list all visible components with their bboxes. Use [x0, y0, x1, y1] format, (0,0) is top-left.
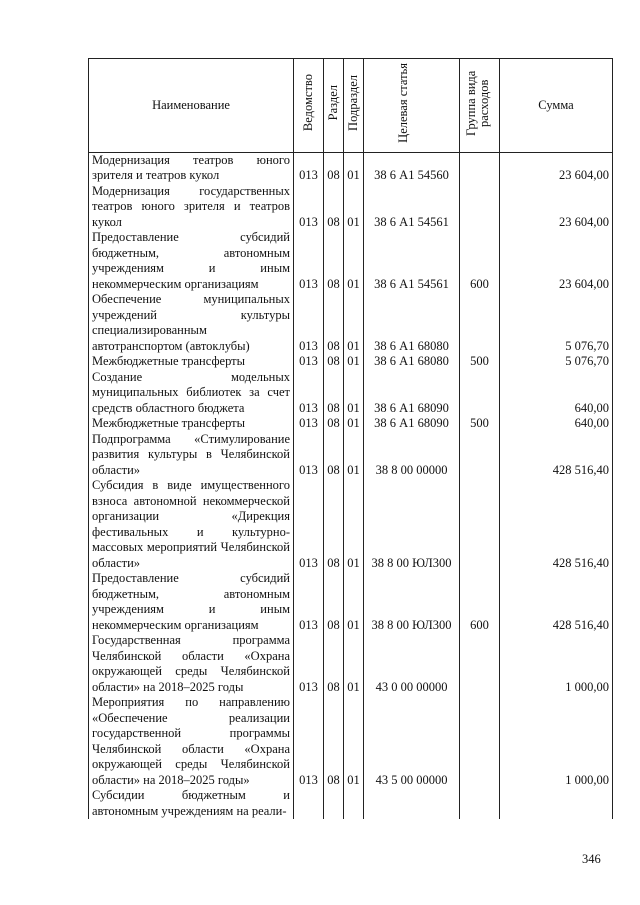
- cell-ved: 013: [294, 571, 324, 633]
- cell-name: Модернизация государственных театров юного зрителя и театров кукол: [89, 184, 294, 231]
- cell-razd: 08: [324, 152, 344, 184]
- cell-name: Создание модельных муниципальных библиотек за счет средств областного бюджета: [89, 370, 294, 417]
- cell-podr: 01: [344, 184, 364, 231]
- header-podrazdel: Подраздел: [344, 59, 364, 153]
- cell-cel: 38 8 00 ЮЛ300: [364, 478, 460, 571]
- cell-name: Предоставление субсидий бюджетным, автономным учреждениям и иным некоммерческим организациям: [89, 230, 294, 292]
- table-row: [89, 184, 613, 231]
- cell-sum: 640,00: [500, 416, 613, 432]
- cell-ved: 013: [294, 354, 324, 370]
- cell-podr: 01: [344, 432, 364, 479]
- cell-cel: 38 6 А1 68080: [364, 292, 460, 354]
- cell-cel: 38 6 А1 54560: [364, 152, 460, 184]
- cell-grp: [460, 370, 500, 417]
- cell-name: Межбюджетные трансферты: [89, 416, 294, 432]
- cell-cel: 38 6 А1 54561: [364, 230, 460, 292]
- cell-cel: 38 8 00 00000: [364, 432, 460, 479]
- cell-sum: 5 076,70: [500, 292, 613, 354]
- table-row: [89, 292, 613, 354]
- header-name: Наименование: [89, 59, 294, 153]
- table-row: [89, 370, 613, 417]
- cell-cel: 43 0 00 00000: [364, 633, 460, 695]
- cell-sum: 428 516,40: [500, 478, 613, 571]
- header-gruppa: Группа вида расходов: [460, 59, 500, 153]
- cell-cel: 38 6 А1 68090: [364, 370, 460, 417]
- cell-cel: 38 6 А1 54561: [364, 184, 460, 231]
- cell-razd: 08: [324, 416, 344, 432]
- cell-razd: 08: [324, 695, 344, 788]
- cell-podr: 01: [344, 152, 364, 184]
- cell-sum: 428 516,40: [500, 432, 613, 479]
- cell-grp: [460, 292, 500, 354]
- cell-podr: 01: [344, 370, 364, 417]
- table-row: [89, 571, 613, 633]
- table-row: [89, 788, 613, 819]
- cell-name: Государственная программа Челябинской области «Охрана окружающей среды Челябинской области» на 2018–2025 годы: [89, 633, 294, 695]
- cell-razd: 08: [324, 292, 344, 354]
- cell-grp: [460, 478, 500, 571]
- cell-razd: 08: [324, 184, 344, 231]
- cell-name: Мероприятия по направлению «Обеспечение реализации государственной программы Челябинской области «Охрана окружающей среды Челябинской области» на 2018–2025 годы»: [89, 695, 294, 788]
- cell-sum: 428 516,40: [500, 571, 613, 633]
- cell-name: Подпрограмма «Стимулирование развития культуры в Челябинской области»: [89, 432, 294, 479]
- cell-cel: 38 6 А1 68090: [364, 416, 460, 432]
- cell-name: Межбюджетные трансферты: [89, 354, 294, 370]
- cell-grp: 600: [460, 571, 500, 633]
- table-row: [89, 695, 613, 788]
- cell-cel: 43 5 00 00000: [364, 695, 460, 788]
- cell-ved: 013: [294, 695, 324, 788]
- cell-ved: 013: [294, 292, 324, 354]
- cell-sum: 640,00: [500, 370, 613, 417]
- table-row: [89, 478, 613, 571]
- cell-sum: [500, 788, 613, 819]
- cell-razd: 08: [324, 230, 344, 292]
- header-summa: Сумма: [500, 59, 613, 153]
- cell-sum: 1 000,00: [500, 633, 613, 695]
- cell-name: Субсидия в виде имущественного взноса автономной некоммерческой организации «Дирекция фестивальных и культурно-массовых мероприятий Челябинской области»: [89, 478, 294, 571]
- cell-sum: 5 076,70: [500, 354, 613, 370]
- cell-cel: 38 8 00 ЮЛ300: [364, 571, 460, 633]
- table-header-row: [89, 59, 613, 153]
- table-row: [89, 432, 613, 479]
- cell-grp: 500: [460, 416, 500, 432]
- cell-sum: 23 604,00: [500, 184, 613, 231]
- budget-table: [88, 58, 613, 819]
- table-row: [89, 416, 613, 432]
- cell-razd: 08: [324, 432, 344, 479]
- page-number: 346: [582, 852, 601, 866]
- cell-podr: 01: [344, 695, 364, 788]
- cell-sum: 23 604,00: [500, 230, 613, 292]
- cell-grp: [460, 695, 500, 788]
- cell-grp: 600: [460, 230, 500, 292]
- cell-razd: [324, 788, 344, 819]
- cell-cel: 38 6 А1 68080: [364, 354, 460, 370]
- cell-podr: 01: [344, 230, 364, 292]
- cell-cel: [364, 788, 460, 819]
- cell-podr: 01: [344, 571, 364, 633]
- cell-razd: 08: [324, 633, 344, 695]
- cell-razd: 08: [324, 571, 344, 633]
- cell-grp: [460, 432, 500, 479]
- cell-podr: 01: [344, 354, 364, 370]
- cell-ved: 013: [294, 432, 324, 479]
- cell-grp: [460, 152, 500, 184]
- table-row: [89, 354, 613, 370]
- cell-podr: [344, 788, 364, 819]
- header-razdel: Раздел: [324, 59, 344, 153]
- cell-name: Субсидии бюджетным и автономным учреждениям на реали-: [89, 788, 294, 819]
- table-row: [89, 633, 613, 695]
- cell-ved: [294, 788, 324, 819]
- header-vedomstvo: Ведомство: [294, 59, 324, 153]
- cell-name: Модернизация театров юного зрителя и театров кукол: [89, 152, 294, 184]
- cell-sum: 1 000,00: [500, 695, 613, 788]
- cell-name: Обеспечение муниципальных учреждений культуры специализированным автотранспортом (автоклубы): [89, 292, 294, 354]
- cell-ved: 013: [294, 184, 324, 231]
- cell-razd: 08: [324, 354, 344, 370]
- cell-podr: 01: [344, 416, 364, 432]
- cell-razd: 08: [324, 370, 344, 417]
- cell-podr: 01: [344, 633, 364, 695]
- cell-grp: 500: [460, 354, 500, 370]
- header-celevaya: Целевая статья: [364, 59, 460, 153]
- cell-ved: 013: [294, 230, 324, 292]
- cell-razd: 08: [324, 478, 344, 571]
- table-row: [89, 152, 613, 184]
- cell-grp: [460, 184, 500, 231]
- cell-grp: [460, 788, 500, 819]
- cell-ved: 013: [294, 416, 324, 432]
- cell-sum: 23 604,00: [500, 152, 613, 184]
- cell-ved: 013: [294, 478, 324, 571]
- table-row: [89, 230, 613, 292]
- cell-name: Предоставление субсидий бюджетным, автономным учреждениям и иным некоммерческим организациям: [89, 571, 294, 633]
- cell-podr: 01: [344, 478, 364, 571]
- cell-ved: 013: [294, 152, 324, 184]
- cell-ved: 013: [294, 370, 324, 417]
- cell-grp: [460, 633, 500, 695]
- cell-ved: 013: [294, 633, 324, 695]
- cell-podr: 01: [344, 292, 364, 354]
